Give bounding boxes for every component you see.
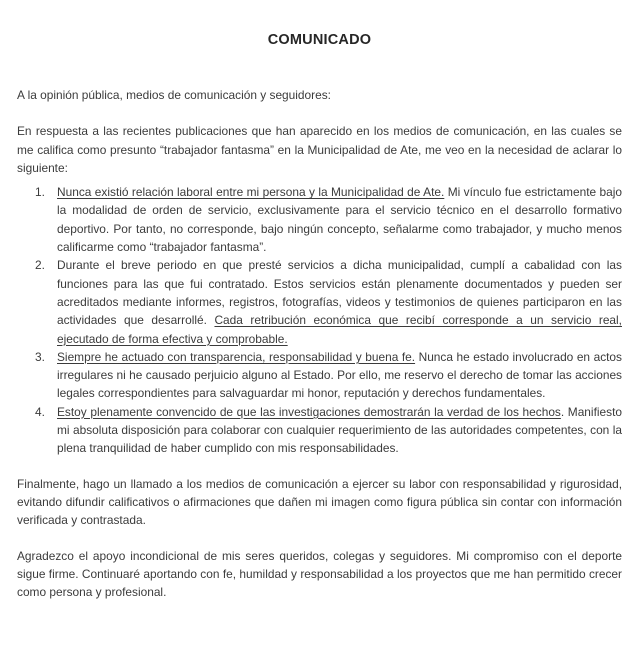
list-item-body: Mi vínculo fue estrictamente bajo la modalidad de orden de servicio, exclusivamente para el servicio técnico en el desarrollo formativo deportivo. Por tanto, no corresponde, bajo ningún concepto, señalarme como trabajador, y mucho menos calificarme como “trabajador fantasma”.: [57, 185, 623, 255]
list-item: [17, 403, 622, 458]
intro-paragraph: En respuesta a las recientes publicaciones que han aparecido en los medios de comunicación, en las cuales se me califica como presunto “trabajador fantasma” en la Municipalidad de Ate, me veo en la necesidad de aclarar lo siguiente:: [17, 124, 622, 175]
claims-list: [17, 183, 622, 457]
list-item: [17, 183, 622, 256]
page-title: COMUNICADO: [267, 32, 372, 48]
list-item-underlined-tail: Cada retribución económica que recibí corresponde a un servicio real, ejecutado de forma efectiva y comprobable.: [57, 313, 622, 346]
list-item-number: 1.: [35, 185, 45, 200]
list-item-underlined-lead: Siempre he actuado con transparencia, responsabilidad y buena fe.: [57, 349, 416, 364]
list-item-body: . Manifiesto mi absoluta disposición para colaborar con cualquier requerimiento de las autoridades competentes, con la plena tranquilidad de haber cumplido con mis responsabilidades.: [57, 404, 622, 456]
list-item: [17, 348, 622, 403]
list-item-underlined-lead: Estoy plenamente convencido de que las investigaciones demostrarán la verdad de los hechos: [57, 404, 561, 419]
closing-paragraph-1: Finalmente, hago un llamado a los medios de comunicación a ejercer su labor con responsabilidad y rigurosidad, evitando difundir calificativos o afirmaciones que dañen mi imagen como figura pública sin contar con información verificada y contrastada.: [17, 476, 622, 528]
list-item-number: 3.: [35, 349, 45, 364]
salutation-paragraph: A la opinión pública, medios de comunicación y seguidores:: [17, 88, 331, 102]
list-item-body: Nunca he estado involucrado en actos irregulares ni he causado perjuicio alguno al Estado. Por ello, me reservo el derecho de tomar las acciones legales correspondientes para salvaguardar mi honor, reputación y derechos fundamentales.: [57, 349, 622, 401]
list-item-number: 4.: [35, 404, 45, 419]
list-item-number: 2.: [35, 258, 45, 273]
list-item: [17, 256, 622, 347]
list-item-body: Durante el breve periodo en que presté servicios a dicha municipalidad, cumplí a cabalidad con las funciones para las que fui contratado. Estos servicios están plenamente documentados y pueden ser acreditados mediante informes, registros, fotografías, videos y testimonios de quienes participaron en las actividades que desarrollé.: [57, 258, 622, 328]
list-item-underlined-lead: Nunca existió relación laboral entre mi persona y la Municipalidad de Ate.: [57, 185, 445, 200]
closing-paragraph-2: Agradezco el apoyo incondicional de mis seres queridos, colegas y seguidores. Mi compromiso con el deporte sigue firme. Continuaré aportando con fe, humildad y responsabilidad a los proyectos que me han permitido crecer como persona y profesional.: [17, 548, 622, 600]
